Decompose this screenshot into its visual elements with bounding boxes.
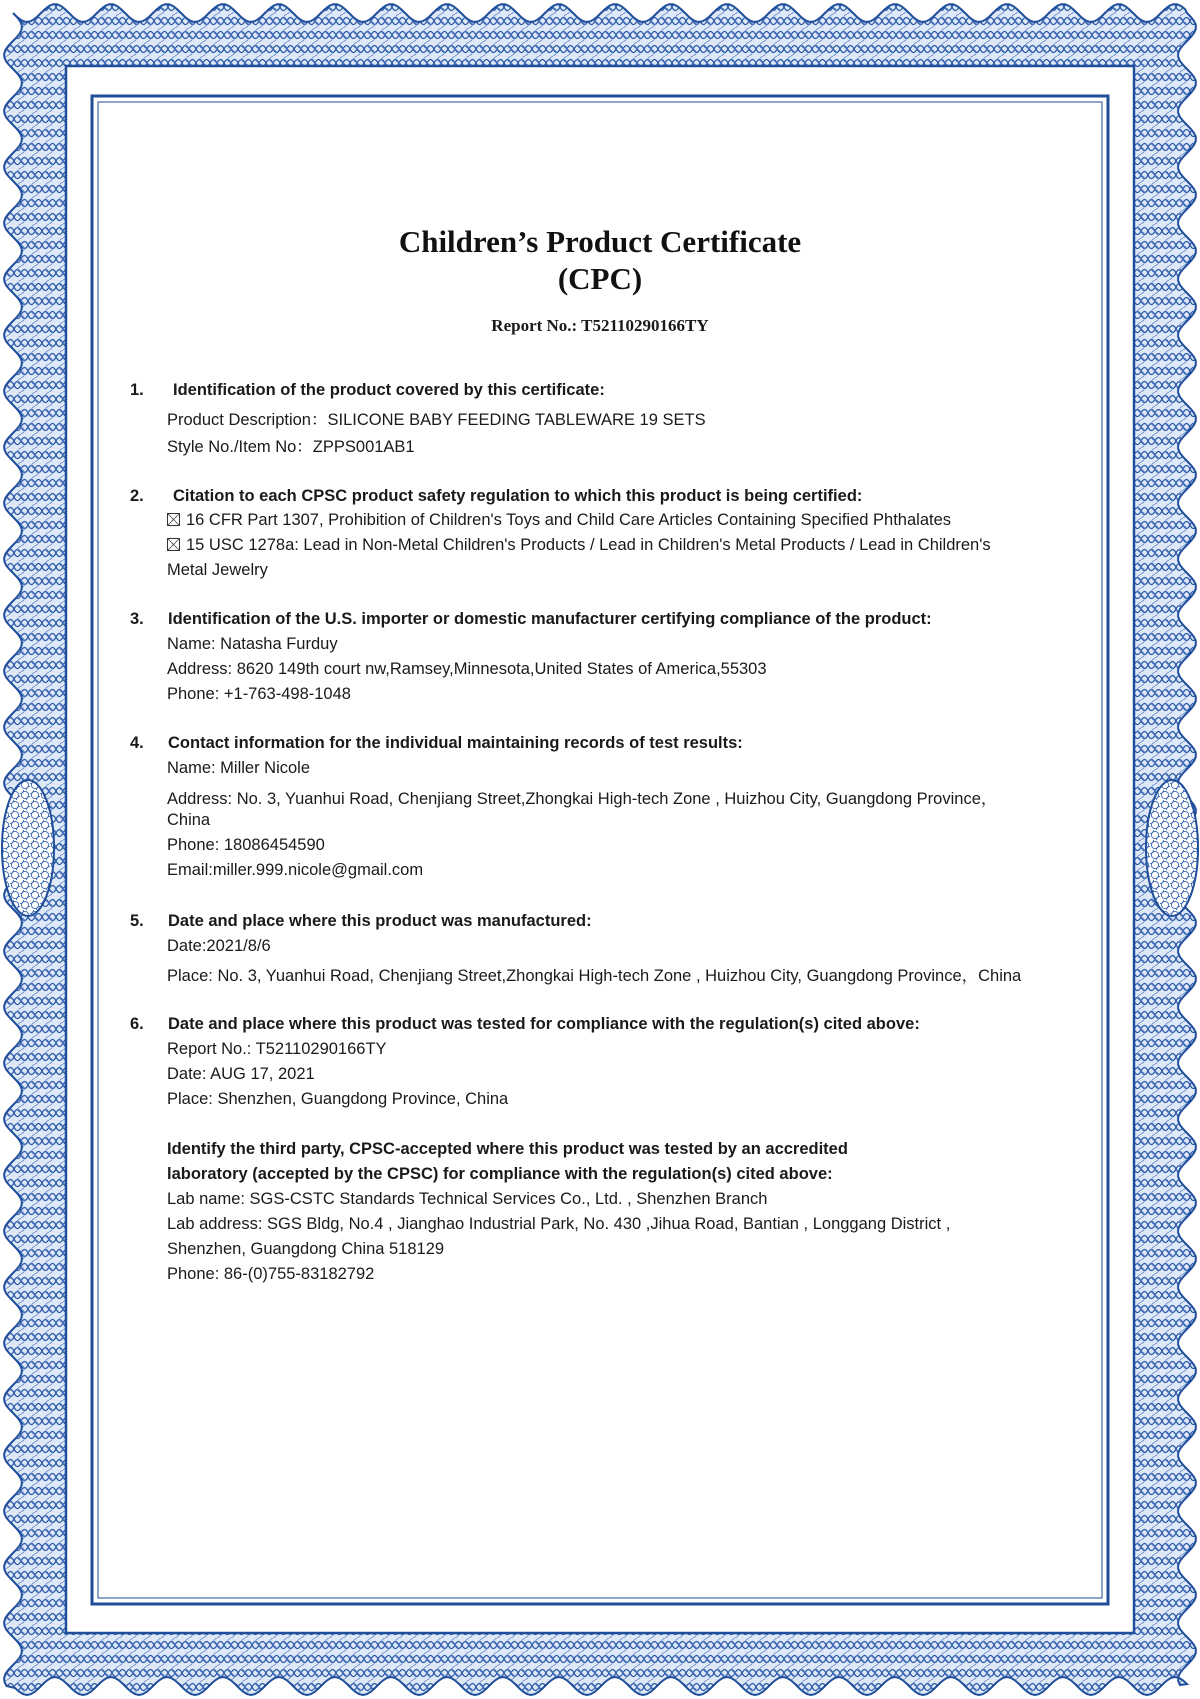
product-description: Product Description：SILICONE BABY FEEDING TABLEWARE 19 SETS (167, 411, 706, 429)
section-2-heading: Citation to each CPSC product safety regulation to which this product is being certified: (173, 487, 863, 505)
right-rosette (1146, 780, 1198, 916)
certificate-title: Children’s Product Certificate (398, 224, 802, 259)
records-contact-address-continued: China (167, 811, 211, 829)
test-place: Place: Shenzhen, Guangdong Province, China (167, 1090, 509, 1108)
manufacture-date: Date:2021/8/6 (167, 937, 271, 955)
records-contact-name: Name: Miller Nicole (167, 759, 311, 777)
records-contact-email: Email:miller.999.nicole@gmail.com (167, 861, 424, 879)
regulation-2-continued: Metal Jewelry (167, 561, 268, 579)
lab-phone: Phone: 86-(0)755-83182792 (167, 1265, 375, 1283)
records-contact-phone: Phone: 18086454590 (167, 836, 325, 854)
certificate-document (100, 100, 1100, 1600)
report-number-header: Report No.: T52110290166TY (491, 316, 709, 335)
lab-address: Lab address: SGS Bldg, No.4 , Jianghao Industrial Park, No. 430 ,Jihua Road, Bantian , Longgang District , (167, 1215, 951, 1233)
lab-name: Lab name: SGS-CSTC Standards Technical Services Co., Ltd. , Shenzhen Branch (167, 1190, 768, 1208)
section-6-number: 6. (130, 1015, 144, 1033)
manufacture-place: Place: No. 3, Yuanhui Road, Chenjiang Street,Zhongkai High-tech Zone , Huizhou City, Guangdong Province，China (167, 967, 1022, 985)
style-number: Style No./Item No：ZPPS001AB1 (167, 438, 415, 456)
section-5-number: 5. (130, 912, 144, 930)
test-report-number: Report No.: T52110290166TY (167, 1040, 387, 1058)
third-party-heading-line-1: Identify the third party, CPSC-accepted where this product was tested by an accredited (167, 1140, 848, 1158)
section-2-number: 2. (130, 487, 144, 505)
test-date: Date: AUG 17, 2021 (167, 1065, 315, 1083)
regulation-2: 15 USC 1278a: Lead in Non-Metal Children's Products / Lead in Children's Metal Products / Lead in Children's (167, 536, 991, 555)
checked-box-icon (167, 513, 180, 526)
checked-box-icon (167, 538, 180, 551)
section-3-number: 3. (130, 610, 144, 628)
importer-name: Name: Natasha Furduy (167, 635, 338, 653)
importer-phone: Phone: +1-763-498-1048 (167, 685, 351, 703)
section-1-number: 1. (130, 381, 144, 399)
section-4-heading: Contact information for the individual maintaining records of test results: (168, 734, 743, 752)
regulation-1: 16 CFR Part 1307, Prohibition of Children's Toys and Child Care Articles Containing Specified Phthalates (167, 511, 951, 530)
certificate-subtitle: (CPC) (557, 261, 643, 296)
third-party-heading-line-2: laboratory (accepted by the CPSC) for compliance with the regulation(s) cited above: (167, 1165, 833, 1183)
left-rosette (2, 780, 54, 916)
section-4-number: 4. (130, 734, 144, 752)
section-1-heading: Identification of the product covered by this certificate: (173, 381, 605, 399)
records-contact-address: Address: No. 3, Yuanhui Road, Chenjiang Street,Zhongkai High-tech Zone , Huizhou City, Guangdong Province， (167, 790, 998, 808)
section-5-heading: Date and place where this product was manufactured: (168, 912, 592, 930)
section-6-heading: Date and place where this product was tested for compliance with the regulation(s) cited above: (168, 1015, 920, 1033)
lab-address-continued: Shenzhen, Guangdong China 518129 (167, 1240, 445, 1258)
section-3-heading: Identification of the U.S. importer or domestic manufacturer certifying compliance of the product: (168, 610, 932, 628)
importer-address: Address: 8620 149th court nw,Ramsey,Minnesota,United States of America,55303 (167, 660, 767, 678)
